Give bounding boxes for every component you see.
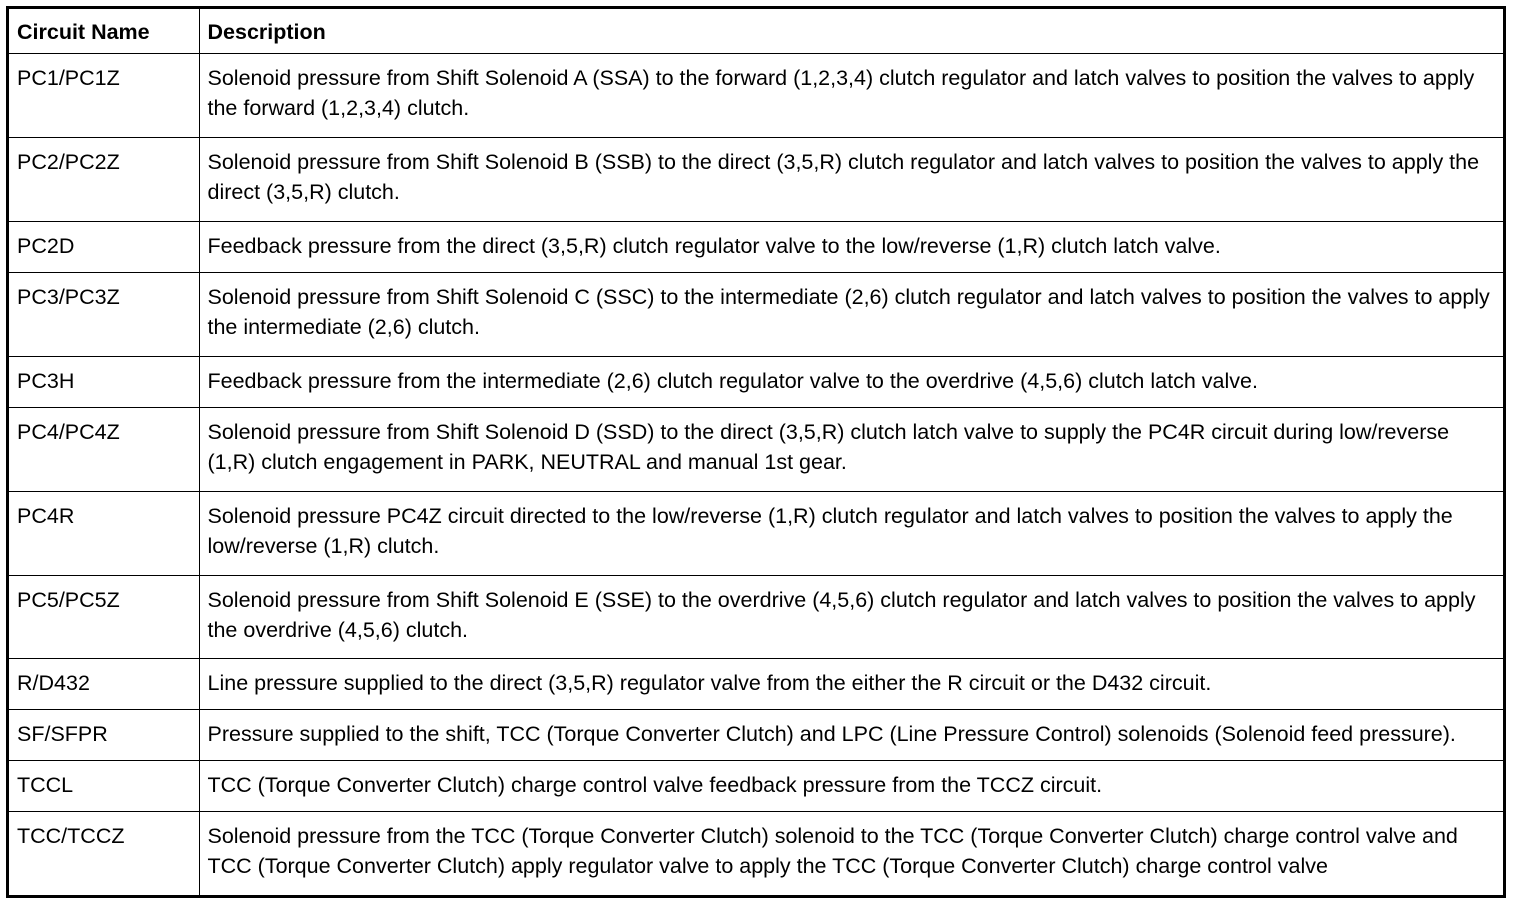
- table-row: [9, 575, 1503, 659]
- description-cell: Solenoid pressure from Shift Solenoid E (SSE) to the overdrive (4,5,6) clutch regulator and latch valves to position the valves to apply the overdrive (4,5,6) clutch.: [199, 575, 1503, 659]
- circuit-name-cell: PC5/PC5Z: [9, 575, 199, 659]
- description-cell: Solenoid pressure PC4Z circuit directed to the low/reverse (1,R) clutch regulator and latch valves to position the valves to apply the low/reverse (1,R) clutch.: [199, 491, 1503, 575]
- description-cell: Solenoid pressure from Shift Solenoid B (SSB) to the direct (3,5,R) clutch regulator and latch valves to position the valves to apply the direct (3,5,R) clutch.: [199, 137, 1503, 221]
- table-header-row: [9, 9, 1503, 54]
- header-circuit-name: Circuit Name: [9, 9, 199, 54]
- circuit-name-cell: PC4/PC4Z: [9, 407, 199, 491]
- circuit-name-cell: PC2/PC2Z: [9, 137, 199, 221]
- table-row: [9, 811, 1503, 895]
- header-description: Description: [199, 9, 1503, 54]
- description-cell: Line pressure supplied to the direct (3,5,R) regulator valve from the either the R circuit or the D432 circuit.: [199, 659, 1503, 710]
- table-row: [9, 54, 1503, 138]
- description-cell: Pressure supplied to the shift, TCC (Torque Converter Clutch) and LPC (Line Pressure Control) solenoids (Solenoid feed pressure).: [199, 710, 1503, 761]
- circuit-name-cell: PC3/PC3Z: [9, 272, 199, 356]
- table-row: [9, 761, 1503, 812]
- table-row: [9, 491, 1503, 575]
- table-row: [9, 407, 1503, 491]
- description-cell: Solenoid pressure from the TCC (Torque Converter Clutch) solenoid to the TCC (Torque Converter Clutch) charge control valve and TCC (Torque Converter Clutch) apply regulator valve to apply the TCC (Torque Converter Clutch) charge control valve: [199, 811, 1503, 895]
- description-cell: Feedback pressure from the intermediate (2,6) clutch regulator valve to the overdrive (4,5,6) clutch latch valve.: [199, 356, 1503, 407]
- circuit-name-cell: PC4R: [9, 491, 199, 575]
- circuit-name-cell: PC1/PC1Z: [9, 54, 199, 138]
- table-row: [9, 221, 1503, 272]
- description-cell: TCC (Torque Converter Clutch) charge control valve feedback pressure from the TCCZ circuit.: [199, 761, 1503, 812]
- circuit-name-cell: PC2D: [9, 221, 199, 272]
- circuit-name-cell: PC3H: [9, 356, 199, 407]
- table-row: [9, 356, 1503, 407]
- description-cell: Feedback pressure from the direct (3,5,R) clutch regulator valve to the low/reverse (1,R) clutch latch valve.: [199, 221, 1503, 272]
- circuit-description-table: [9, 9, 1503, 895]
- table-row: [9, 710, 1503, 761]
- table-row: [9, 272, 1503, 356]
- description-cell: Solenoid pressure from Shift Solenoid C (SSC) to the intermediate (2,6) clutch regulator and latch valves to position the valves to apply the intermediate (2,6) clutch.: [199, 272, 1503, 356]
- circuit-name-cell: R/D432: [9, 659, 199, 710]
- table-row: [9, 137, 1503, 221]
- circuit-table-frame: [6, 6, 1506, 898]
- description-cell: Solenoid pressure from Shift Solenoid A (SSA) to the forward (1,2,3,4) clutch regulator and latch valves to position the valves to apply the forward (1,2,3,4) clutch.: [199, 54, 1503, 138]
- circuit-name-cell: SF/SFPR: [9, 710, 199, 761]
- circuit-name-cell: TCC/TCCZ: [9, 811, 199, 895]
- description-cell: Solenoid pressure from Shift Solenoid D (SSD) to the direct (3,5,R) clutch latch valve to supply the PC4R circuit during low/reverse (1,R) clutch engagement in PARK, NEUTRAL and manual 1st gear.: [199, 407, 1503, 491]
- circuit-name-cell: TCCL: [9, 761, 199, 812]
- table-row: [9, 659, 1503, 710]
